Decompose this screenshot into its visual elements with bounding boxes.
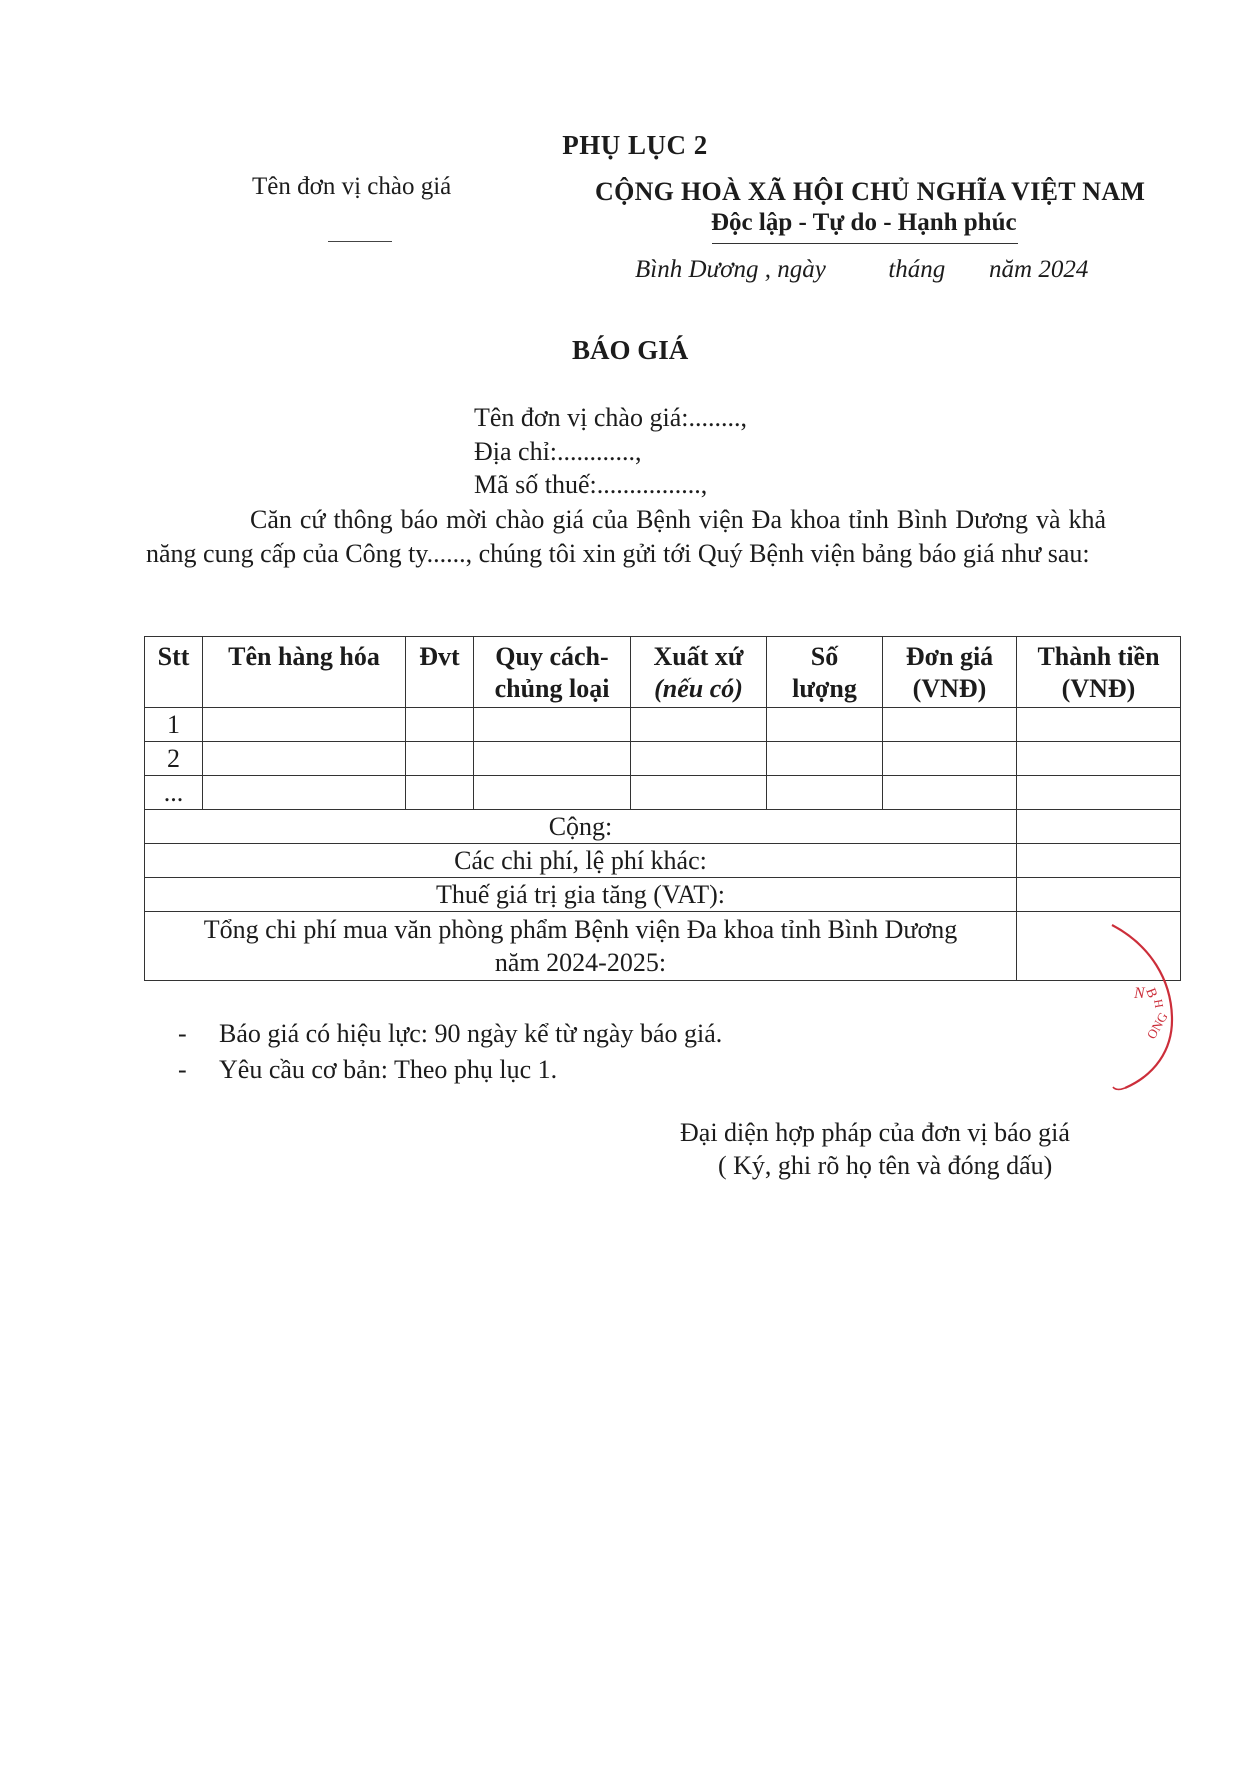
document-title: BÁO GIÁ	[572, 335, 689, 365]
info-address: Địa chỉ:............,	[474, 437, 642, 466]
note-validity: Báo giá có hiệu lực: 90 ngày kể từ ngày báo giá.	[219, 1019, 723, 1048]
national-motto: Độc lập - Tự do - Hạnh phúc	[711, 209, 1017, 236]
total-row	[145, 912, 1181, 981]
header-price-line1: Đơn giá	[905, 642, 994, 671]
stamp-fragment-icon	[1110, 920, 1190, 1100]
row-price-cell	[883, 708, 1017, 742]
row-price-cell	[883, 742, 1017, 776]
row-qty-cell	[767, 708, 883, 742]
header-amount-line1: Thành tiền	[1037, 642, 1160, 671]
other-fees-label: Các chi phí, lệ phí khác:	[145, 844, 1017, 878]
header-price-line2: (VNĐ)	[912, 674, 987, 703]
header-origin-line1: Xuất xứ	[653, 642, 744, 671]
row-spec-cell	[474, 742, 631, 776]
stamp-letters: ONG	[1143, 1009, 1171, 1042]
place-date-line: Bình Dương , ngày tháng năm 2024	[635, 256, 1089, 283]
row-goods-cell	[203, 742, 406, 776]
quote-table	[144, 636, 1181, 981]
bullet-dash: -	[178, 1055, 187, 1084]
row-origin-cell	[631, 776, 767, 810]
header-amount	[1017, 637, 1181, 708]
row-qty-cell	[767, 776, 883, 810]
table-header-row	[145, 637, 1181, 708]
total-label-line2: năm 2024-2025:	[494, 948, 667, 977]
row-goods-cell	[203, 708, 406, 742]
row-spec-cell	[474, 776, 631, 810]
row-unit-cell	[406, 776, 474, 810]
list-item	[178, 1052, 722, 1088]
header-goods-name: Tên hàng hóa	[203, 637, 406, 708]
row-qty-cell	[767, 742, 883, 776]
row-origin-cell	[631, 708, 767, 742]
header-qty-line1: Số	[810, 642, 839, 671]
vat-label: Thuế giá trị gia tăng (VAT):	[145, 878, 1017, 912]
header-unit-price	[883, 637, 1017, 708]
other-fees-value-cell	[1017, 844, 1181, 878]
header-qty-line2: lượng	[792, 674, 857, 703]
vat-value-cell	[1017, 878, 1181, 912]
row-spec-cell	[474, 708, 631, 742]
row-amount-cell	[1017, 742, 1181, 776]
row-price-cell	[883, 776, 1017, 810]
list-item	[178, 1016, 722, 1052]
header-quantity	[767, 637, 883, 708]
row-stt: 2	[145, 742, 203, 776]
unit-name-underline	[328, 241, 392, 242]
appendix-title: PHỤ LỤC 2	[562, 130, 708, 160]
note-requirements: Yêu cầu cơ bản: Theo phụ lục 1.	[219, 1055, 558, 1084]
row-stt: ...	[145, 776, 203, 810]
signature-title: Đại diện hợp pháp của đơn vị báo giá	[680, 1118, 1070, 1147]
row-stt: 1	[145, 708, 203, 742]
header-specification	[474, 637, 631, 708]
vat-row	[145, 878, 1181, 912]
header-origin	[631, 637, 767, 708]
stamp-letters: N	[1134, 985, 1145, 1002]
total-label	[145, 912, 1017, 981]
row-goods-cell	[203, 776, 406, 810]
stamp-letters: B	[1142, 986, 1160, 1001]
unit-name-label: Tên đơn vị chào giá	[252, 173, 452, 200]
motto-underline	[712, 243, 1018, 244]
signature-note: ( Ký, ghi rõ họ tên và đóng dấu)	[718, 1151, 1053, 1180]
table-row	[145, 708, 1181, 742]
country-name: CỘNG HOÀ XÃ HỘI CHỦ NGHĨA VIỆT NAM	[595, 177, 1146, 206]
stamp-letters: H	[1151, 998, 1167, 1010]
subtotal-value-cell	[1017, 810, 1181, 844]
subtotal-row	[145, 810, 1181, 844]
info-tax-code: Mã số thuế:................,	[474, 470, 708, 499]
table-row	[145, 742, 1181, 776]
row-amount-cell	[1017, 708, 1181, 742]
header-stt: Stt	[145, 637, 203, 708]
bullet-dash: -	[178, 1019, 187, 1048]
info-unit-name: Tên đơn vị chào giá:........,	[474, 403, 747, 432]
subtotal-label: Cộng:	[145, 810, 1017, 844]
row-unit-cell	[406, 742, 474, 776]
header-amount-line2: (VNĐ)	[1061, 674, 1136, 703]
header-origin-line2: (nếu có)	[654, 674, 743, 703]
other-fees-row	[145, 844, 1181, 878]
stamp-arc-tail	[1113, 1087, 1125, 1089]
row-origin-cell	[631, 742, 767, 776]
table-row	[145, 776, 1181, 810]
notes-list	[178, 1016, 722, 1088]
header-spec-line1: Quy cách-	[495, 642, 609, 671]
header-spec-line2: chủng loại	[494, 674, 610, 703]
row-amount-cell	[1017, 776, 1181, 810]
total-label-line1: Tổng chi phí mua văn phòng phẩm Bệnh viện Đa khoa tỉnh Bình Dương	[203, 915, 958, 944]
intro-paragraph: Căn cứ thông báo mời chào giá của Bệnh viện Đa khoa tỉnh Bình Dương và khả năng cung cấp của Công ty......, chúng tôi xin gửi tới Quý Bệnh viện bảng báo giá như sau:	[146, 505, 1106, 568]
row-unit-cell	[406, 708, 474, 742]
header-unit: Đvt	[406, 637, 474, 708]
